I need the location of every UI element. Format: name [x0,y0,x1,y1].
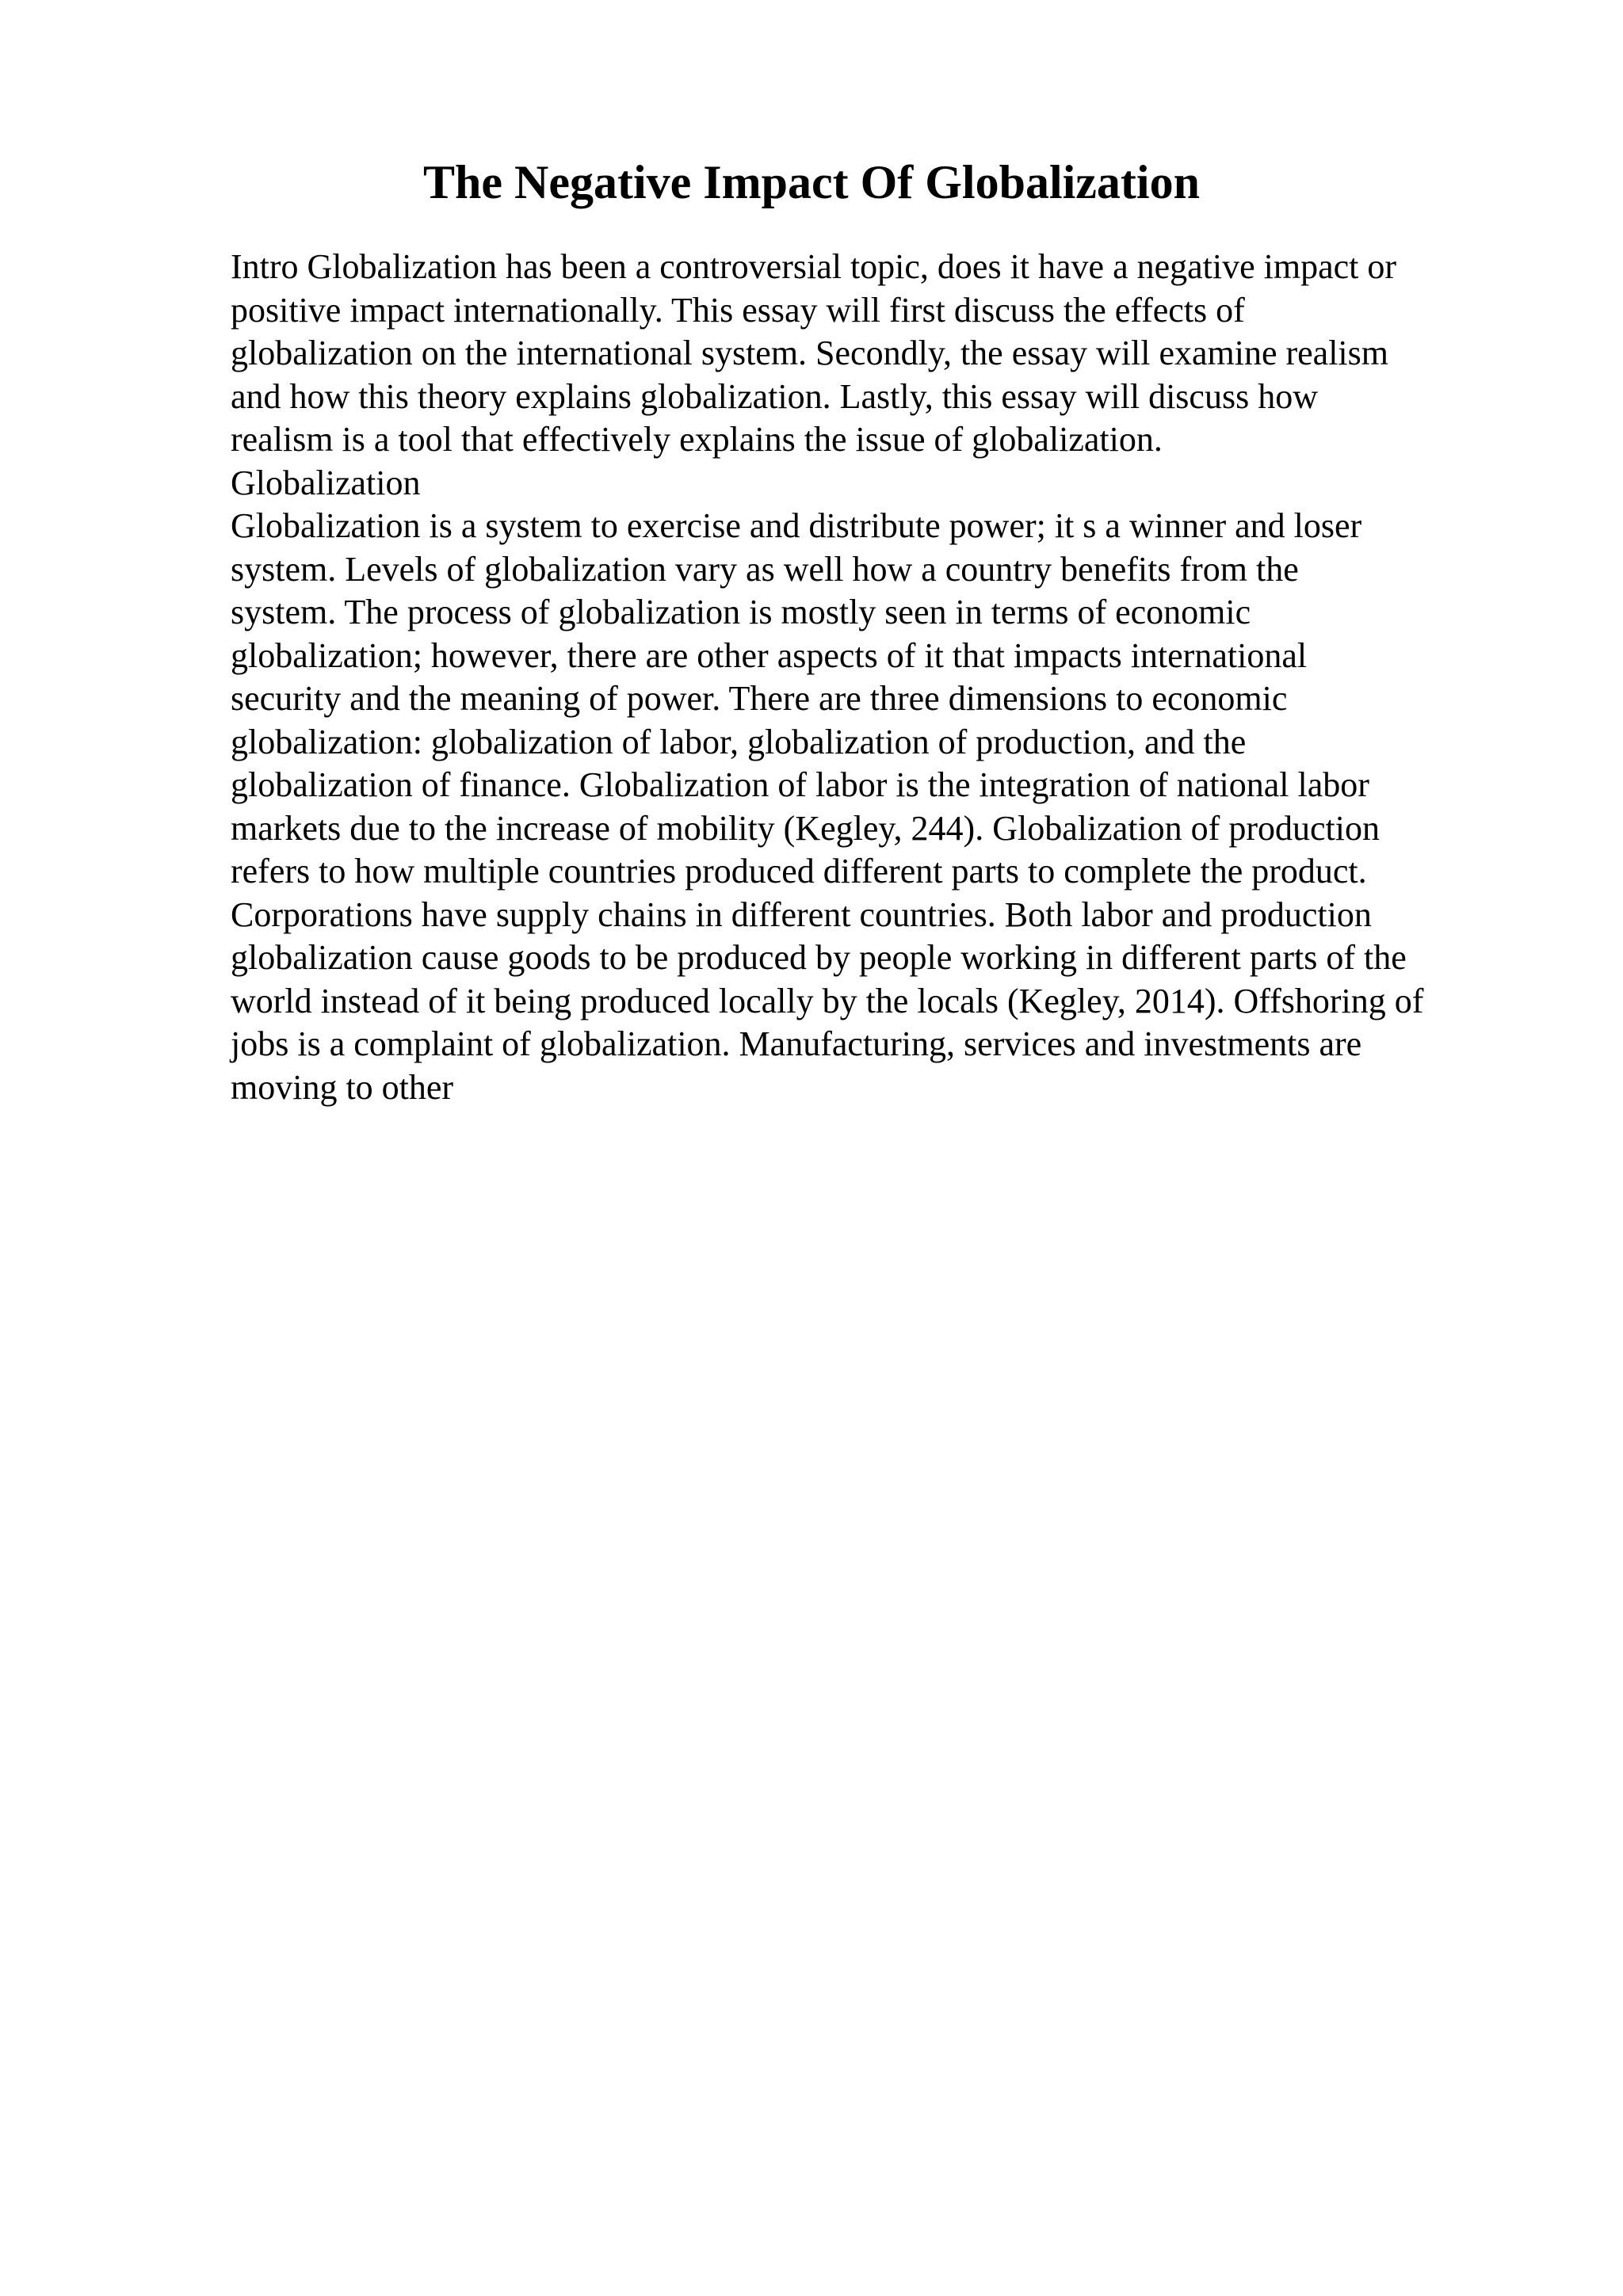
body-line: and how this theory explains globalization. Lastly, this essay will discuss how [231,376,1318,416]
body-line: globalization: globalization of labor, globalization of production, and the [231,722,1247,761]
document-title: The Negative Impact Of Globalization [423,156,1200,208]
document-body [231,246,1594,1109]
body-line: realism is a tool that effectively explains the issue of globalization. [231,420,1163,459]
body-line: system. Levels of globalization vary as well how a country benefits from the [231,549,1299,589]
body-line: globalization on the international system. Secondly, the essay will examine realism [231,334,1389,372]
body-line: globalization of finance. Globalization of labor is the integration of national labor [231,765,1369,804]
body-line: Globalization is a system to exercise and distribute power; it s a winner and loser [231,506,1362,545]
body-line: globalization cause goods to be produced by people working in different parts of the [231,938,1407,977]
body-line: Corporations have supply chains in different countries. Both labor and production [231,894,1372,934]
body-line: refers to how multiple countries produced different parts to complete the product. [231,852,1367,891]
body-line: positive impact internationally. This essay will first discuss the effects of [231,290,1245,330]
body-line: globalization; however, there are other aspects of it that impacts international [231,635,1308,675]
body-line: system. The process of globalization is mostly seen in terms of economic [231,593,1251,631]
body-line: world instead of it being produced locally by the locals (Kegley, 2014). Offshoring of [231,981,1424,1020]
body-line: Intro Globalization has been a controversial topic, does it have a negative impact or [231,247,1397,286]
body-line: markets due to the increase of mobility (Kegley, 244). Globalization of production [231,808,1380,848]
body-line: jobs is a complaint of globalization. Manufacturing, services and investments are [231,1024,1362,1063]
section-heading: Globalization [231,463,421,502]
body-line: security and the meaning of power. There are three dimensions to economic [231,679,1288,718]
body-line: moving to other [231,1067,454,1107]
